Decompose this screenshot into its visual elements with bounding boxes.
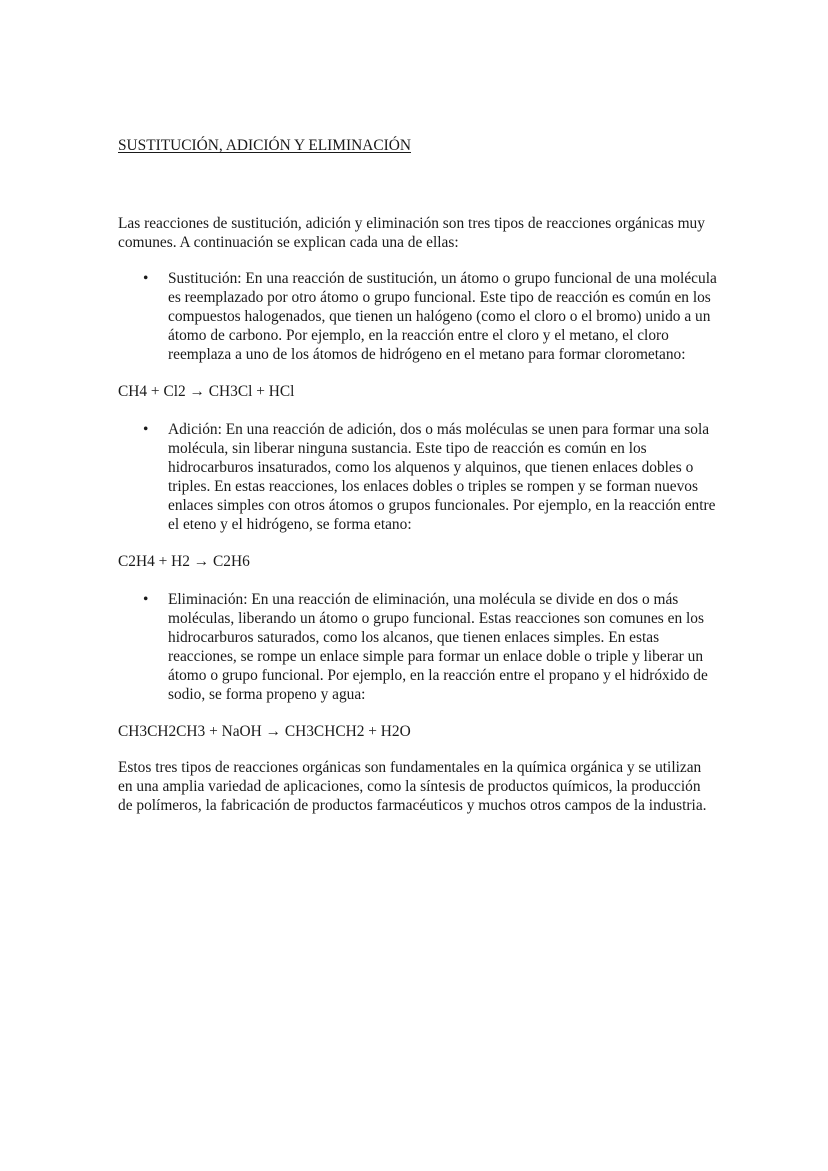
list-item-elimination <box>118 590 718 704</box>
substitution-text: Sustitución: En una reacción de sustitución, un átomo o grupo funcional de una molécula es reemplazado por otro átomo o grupo funcional. Este tipo de reacción es común en los compuestos halogenados, que tienen un halógeno (como el cloro o el bromo) unido a un átomo de carbono. Por ejemplo, en la reacción entre el cloro y el metano, el cloro reemplaza a uno de los átomos de hidrógeno en el metano para formar clorometano: <box>168 270 717 363</box>
bullet-list-elimination <box>118 590 718 704</box>
bullet-icon: • <box>143 421 149 438</box>
equation-elimination: CH3CH2CH3 + NaOH → CH3CHCH2 + H2O <box>118 723 411 740</box>
bullet-list-addition <box>118 420 718 534</box>
document-page <box>118 130 718 815</box>
elimination-text: Eliminación: En una reacción de eliminación, una molécula se divide en dos o más moléculas, liberando un átomo o grupo funcional. Estas reacciones son comunes en los hidrocarburos saturados, como los alcanos, que tienen enlaces simples. En estas reacciones, se rompe un enlace simple para formar un enlace doble o triple y liberar un átomo o grupo funcional. Por ejemplo, en la reacción entre el propano y el hidróxido de sodio, se forma propeno y agua: <box>168 591 708 703</box>
bullet-icon: • <box>143 591 149 608</box>
addition-text: Adición: En una reacción de adición, dos o más moléculas se unen para formar una sola molécula, sin liberar ninguna sustancia. Este tipo de reacción es común en los hidrocarburos insaturados, como los alquenos y alquinos, que tienen enlaces dobles o triples. En estas reacciones, los enlaces dobles o triples se rompen y se forman nuevos enlaces simples con otros átomos o grupos funcionales. Por ejemplo, en la reacción entre el eteno y el hidrógeno, se forma etano: <box>168 421 716 533</box>
list-item-addition <box>118 420 718 534</box>
list-item-substitution <box>118 269 718 364</box>
bullet-icon: • <box>143 270 149 287</box>
equation-substitution: CH4 + Cl2 → CH3Cl + HCl <box>118 383 295 400</box>
document-title: SUSTITUCIÓN, ADICIÓN Y ELIMINACIÓN <box>118 137 411 154</box>
bullet-list-substitution <box>118 269 718 364</box>
equation-addition: C2H4 + H2 → C2H6 <box>118 553 250 570</box>
conclusion-paragraph: Estos tres tipos de reacciones orgánicas son fundamentales en la química orgánica y se utilizan en una amplia variedad de aplicaciones, como la síntesis de productos químicos, la producción de polímeros, la fabricación de productos farmacéuticos y muchos otros campos de la industria. <box>118 759 707 814</box>
intro-paragraph: Las reacciones de sustitución, adición y eliminación son tres tipos de reacciones orgánicas muy comunes. A continuación se explican cada una de ellas: <box>118 215 705 251</box>
